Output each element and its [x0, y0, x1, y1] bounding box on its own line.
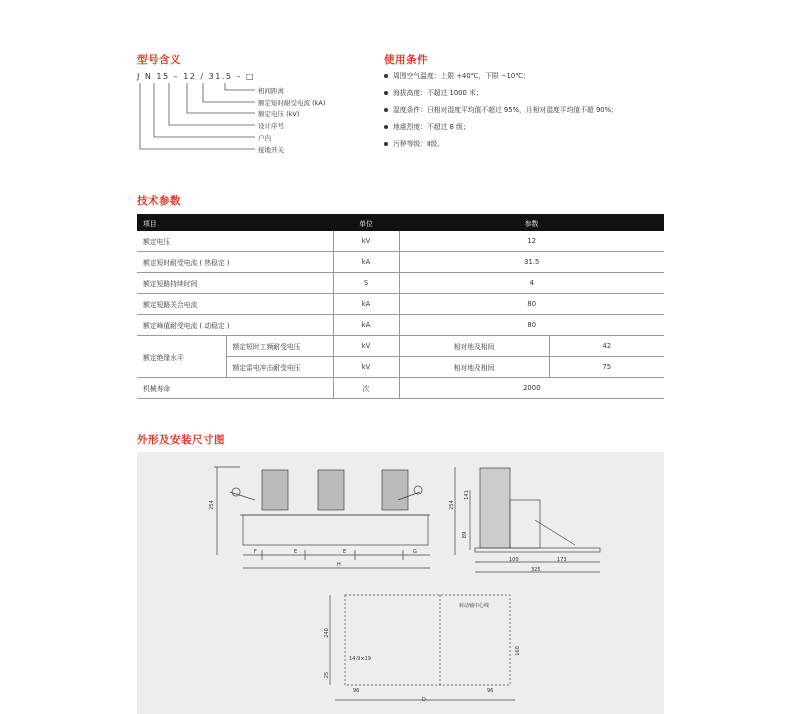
plan-label-160: 160	[514, 646, 521, 656]
side-label-141: 141	[463, 490, 470, 500]
model-label-earthing-switch: 接地开关	[258, 146, 284, 154]
header-unit: 单位	[333, 214, 399, 231]
plan-label-96a: 96	[353, 688, 360, 694]
side-view	[455, 467, 600, 572]
bullet-icon	[384, 142, 388, 146]
table-row: 机械寿命 次 2000	[137, 378, 664, 399]
tech-params-title: 技术参数	[137, 195, 181, 207]
model-label-short-time-current: 额定短时耐受电流 (kA)	[258, 99, 326, 107]
usage-conditions-list	[384, 68, 618, 153]
plan-holes-label: 14-9×19	[349, 656, 371, 662]
table-row: 额定雷电冲击耐受电压 kV 相对地及相间 75	[137, 357, 664, 378]
bullet-icon	[384, 91, 388, 95]
plan-label-96b: 96	[487, 688, 494, 694]
front-view	[214, 467, 430, 568]
front-label-E1: E	[294, 549, 298, 555]
condition-item: 湿度条件：日相对湿度平均值不超过 95%，月相对湿度平均值不超 90%；	[384, 102, 618, 119]
table-row: 额定峰值耐受电流 ( 动稳定 ) kA 80	[137, 315, 664, 336]
dimension-drawing-panel	[137, 452, 664, 714]
side-label-89: 89	[462, 531, 469, 539]
front-label-E2: E	[343, 549, 347, 555]
header-value: 参数	[399, 214, 664, 231]
plan-label-240: 240	[323, 628, 330, 638]
plan-label-25: 25	[324, 671, 331, 679]
usage-conditions-title: 使用条件	[384, 54, 428, 66]
table-row: 额定短时耐受电流 ( 热稳定 ) kA 31.5	[137, 252, 664, 273]
model-label-phase-distance: 相间距离	[258, 87, 284, 95]
bullet-icon	[384, 125, 388, 129]
header-item: 项目	[137, 214, 333, 231]
side-label-325: 325	[531, 567, 541, 573]
table-row: 额定短路持续时间 S 4	[137, 273, 664, 294]
model-label-rated-voltage: 额定电压 (kV)	[258, 110, 300, 118]
side-label-254: 254	[448, 500, 455, 510]
condition-item: 海拔高度：不超过 1000 米；	[384, 85, 618, 102]
front-label-G: G	[413, 549, 417, 555]
side-label-100: 100	[509, 557, 519, 563]
model-code-leader-lines	[137, 80, 257, 160]
plan-axis-label: 转动轴中心线	[459, 603, 490, 609]
model-code: J N 15 – 12 / 31.5 – □	[137, 72, 256, 81]
tech-params-table	[137, 214, 664, 399]
dimension-drawing	[137, 452, 664, 714]
model-label-design-seq: 设计序号	[258, 122, 284, 130]
condition-item: 周围空气温度：上限 +40℃，下限 −10℃；	[384, 68, 618, 85]
side-label-173: 173	[557, 557, 567, 563]
plan-label-D: D	[422, 697, 426, 703]
table-row: 额定电压 kV 12	[137, 231, 664, 252]
front-label-F: F	[254, 549, 257, 555]
table-row: 额定绝缘水平 额定短时工频耐受电压 kV 相对地及相间 42	[137, 336, 664, 357]
condition-item: 污秽等级：Ⅱ级。	[384, 136, 618, 153]
model-meaning-title: 型号含义	[137, 54, 181, 66]
table-header-row	[137, 214, 664, 231]
condition-item: 地震烈度：不超过 8 级；	[384, 119, 618, 136]
dimensions-title: 外形及安装尺寸图	[137, 434, 225, 446]
bullet-icon	[384, 108, 388, 112]
bullet-icon	[384, 74, 388, 78]
front-height-label: 254	[208, 500, 215, 510]
model-label-indoor: 户内	[258, 134, 271, 142]
front-label-H: H	[337, 562, 341, 568]
table-row: 额定短路关合电流 kA 80	[137, 294, 664, 315]
